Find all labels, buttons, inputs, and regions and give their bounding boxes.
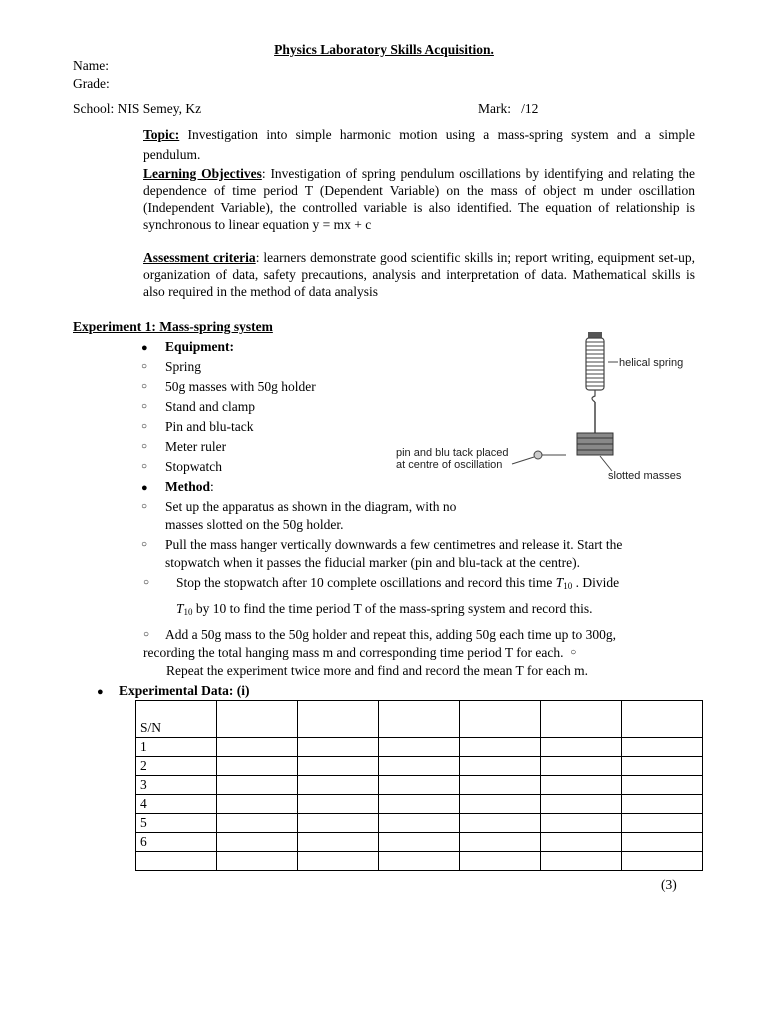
helical-spring-icon bbox=[586, 338, 604, 390]
circle-bullet-icon: ○ bbox=[141, 539, 148, 550]
data-cell[interactable] bbox=[460, 757, 541, 776]
data-heading-text: Experimental Data: (i) bbox=[119, 683, 250, 698]
header-cell[interactable] bbox=[541, 701, 622, 738]
method-text: Stop the stopwatch after 10 complete oscillations and record this time bbox=[176, 575, 556, 590]
topic-paragraph bbox=[143, 125, 695, 165]
row-number: 6 bbox=[136, 833, 217, 852]
objectives-text: : Investigation of spring pendulum oscillations by identifying and relating the dependence of time period T (Dependent Variable) on the mass of object m under oscillation (Independent Variable), the controlled variable is also identified. The equation of relationship is synchronous to linear equation y = mx + c bbox=[143, 166, 695, 232]
label-pin-line-2: at centre of oscillation bbox=[396, 459, 503, 471]
method-text: Repeat the experiment twice more and find and record the mean T for each m. bbox=[166, 663, 588, 678]
slotted-masses-icon bbox=[577, 433, 613, 455]
data-cell[interactable] bbox=[622, 814, 703, 833]
data-cell[interactable] bbox=[217, 776, 298, 795]
circle-bullet-icon: ○ bbox=[141, 421, 148, 432]
data-cell[interactable] bbox=[541, 738, 622, 757]
data-cell[interactable] bbox=[541, 757, 622, 776]
equipment-item: Spring bbox=[165, 359, 202, 374]
page-title: Physics Laboratory Skills Acquisition. bbox=[274, 42, 494, 57]
method-text: masses slotted on the 50g holder. bbox=[165, 517, 344, 532]
list-item bbox=[141, 397, 255, 417]
data-cell[interactable] bbox=[622, 852, 703, 871]
data-cell[interactable] bbox=[460, 833, 541, 852]
data-cell[interactable] bbox=[541, 814, 622, 833]
objectives-paragraph bbox=[143, 165, 695, 233]
data-cell[interactable] bbox=[298, 852, 379, 871]
assessment-text: : learners demonstrate good scientific skills in; report writing, equipment set-up, organization of data, safety precautions, analysis and interpretation of data. Mathematical skills is also required in the method of data analysis bbox=[143, 250, 695, 299]
data-cell[interactable] bbox=[541, 795, 622, 814]
data-cell[interactable] bbox=[379, 776, 460, 795]
equipment-heading bbox=[141, 337, 234, 358]
data-cell[interactable] bbox=[379, 738, 460, 757]
equipment-item: Stopwatch bbox=[165, 459, 222, 474]
data-cell[interactable] bbox=[298, 814, 379, 833]
grade-label: Grade: bbox=[73, 76, 110, 91]
header-cell[interactable] bbox=[379, 701, 460, 738]
list-item bbox=[141, 417, 253, 437]
school-label: School: NIS Semey, Kz bbox=[73, 101, 202, 116]
table-row bbox=[136, 795, 703, 814]
circle-bullet-icon: ○ bbox=[143, 577, 150, 588]
list-item bbox=[141, 457, 222, 477]
method-step-3 bbox=[143, 573, 619, 596]
name-label: Name: bbox=[73, 58, 109, 73]
method-text: Pull the mass hanger vertically downwards a few centimetres and release it. Start the bbox=[165, 537, 623, 552]
bullet-icon: ● bbox=[141, 342, 148, 354]
time-subscript: 10 bbox=[563, 581, 573, 591]
data-cell[interactable] bbox=[217, 738, 298, 757]
header-cell[interactable] bbox=[217, 701, 298, 738]
method-text bbox=[143, 643, 576, 663]
data-heading bbox=[97, 681, 249, 702]
header-cell: S/N bbox=[136, 701, 217, 738]
data-cell[interactable] bbox=[379, 852, 460, 871]
table-row bbox=[136, 738, 703, 757]
label-pin-line-1: pin and blu tack placed bbox=[396, 447, 509, 459]
list-item bbox=[141, 357, 201, 377]
method-text: by 10 to find the time period T of the mass-spring system and record this. bbox=[192, 601, 593, 616]
data-cell[interactable] bbox=[541, 833, 622, 852]
data-cell[interactable] bbox=[298, 757, 379, 776]
data-cell[interactable] bbox=[460, 795, 541, 814]
topic-text: Investigation into simple harmonic motion using a mass-spring system and a simple pendulum. bbox=[143, 127, 695, 162]
circle-bullet-icon: ○ bbox=[141, 401, 148, 412]
time-subscript: 10 bbox=[183, 607, 193, 617]
circle-bullet-icon: ○ bbox=[141, 501, 148, 512]
data-cell[interactable] bbox=[298, 833, 379, 852]
experiment-title-text: Experiment 1: Mass-spring system bbox=[73, 319, 273, 334]
time-symbol: T bbox=[555, 575, 564, 590]
table-header-row bbox=[136, 701, 703, 738]
objectives-label: Learning Objectives bbox=[143, 166, 262, 181]
row-number: 5 bbox=[136, 814, 217, 833]
data-cell[interactable] bbox=[379, 795, 460, 814]
circle-bullet-icon: ○ bbox=[141, 461, 148, 472]
experiment-title bbox=[73, 317, 273, 337]
bullet-icon: ● bbox=[141, 482, 148, 494]
assessment-label: Assessment criteria bbox=[143, 250, 256, 265]
label-helical-spring: helical spring bbox=[619, 357, 684, 369]
data-cell[interactable] bbox=[217, 833, 298, 852]
method-step-1 bbox=[141, 497, 456, 517]
data-cell[interactable] bbox=[379, 814, 460, 833]
circle-bullet-icon: ○ bbox=[141, 361, 148, 372]
assessment-paragraph bbox=[143, 249, 695, 300]
mark-total: /12 bbox=[521, 101, 539, 116]
data-cell[interactable] bbox=[622, 738, 703, 757]
circle-bullet-icon: ○ bbox=[570, 647, 577, 658]
data-cell[interactable] bbox=[217, 795, 298, 814]
data-cell[interactable] bbox=[541, 852, 622, 871]
equipment-heading-text: Equipment: bbox=[165, 339, 235, 354]
method-step-2 bbox=[141, 535, 622, 555]
circle-bullet-icon: ○ bbox=[143, 629, 150, 640]
data-cell[interactable] bbox=[379, 833, 460, 852]
data-cell[interactable] bbox=[298, 738, 379, 757]
method-text bbox=[176, 599, 592, 622]
header-cell[interactable] bbox=[622, 701, 703, 738]
method-heading-text: Method bbox=[165, 479, 210, 494]
list-item bbox=[141, 437, 226, 457]
data-cell[interactable] bbox=[217, 757, 298, 776]
method-heading bbox=[141, 477, 214, 498]
data-table bbox=[135, 700, 703, 871]
method-colon: : bbox=[210, 479, 214, 494]
equipment-item: 50g masses with 50g holder bbox=[165, 379, 316, 394]
equipment-item: Pin and blu-tack bbox=[165, 419, 254, 434]
data-cell[interactable] bbox=[541, 776, 622, 795]
equipment-item: Meter ruler bbox=[165, 439, 227, 454]
table-row bbox=[136, 833, 703, 852]
data-cell[interactable] bbox=[460, 852, 541, 871]
method-text: recording the total hanging mass m and corresponding time period T for each. bbox=[143, 645, 564, 660]
bullet-icon: ● bbox=[97, 686, 104, 698]
data-cell[interactable] bbox=[217, 814, 298, 833]
data-cell[interactable] bbox=[622, 795, 703, 814]
method-text: Set up the apparatus as shown in the diagram, with no bbox=[165, 499, 457, 514]
apparatus-diagram bbox=[390, 328, 700, 488]
data-cell[interactable] bbox=[622, 757, 703, 776]
row-number: 4 bbox=[136, 795, 217, 814]
clamp-icon bbox=[588, 332, 602, 338]
method-text: Add a 50g mass to the 50g holder and repeat this, adding 50g each time up to 300g, bbox=[165, 627, 617, 642]
table-row bbox=[136, 776, 703, 795]
method-step-4 bbox=[143, 625, 616, 645]
marks-label: (3) bbox=[661, 877, 677, 892]
table-row bbox=[136, 814, 703, 833]
mark-label: Mark: bbox=[478, 101, 511, 116]
row-number: 1 bbox=[136, 738, 217, 757]
row-number bbox=[136, 852, 217, 871]
method-text: stopwatch when it passes the fiducial marker (pin and blu-tack at the centre). bbox=[165, 555, 580, 570]
circle-bullet-icon: ○ bbox=[141, 381, 148, 392]
data-cell[interactable] bbox=[460, 814, 541, 833]
mark-field bbox=[478, 99, 538, 119]
data-cell[interactable] bbox=[217, 852, 298, 871]
data-cell[interactable] bbox=[298, 776, 379, 795]
row-number: 3 bbox=[136, 776, 217, 795]
time-symbol: T bbox=[176, 601, 184, 616]
header-cell[interactable] bbox=[298, 701, 379, 738]
data-cell[interactable] bbox=[460, 776, 541, 795]
header-cell[interactable] bbox=[460, 701, 541, 738]
list-item bbox=[141, 377, 316, 397]
table-row bbox=[136, 757, 703, 776]
method-text: . Divide bbox=[572, 575, 620, 590]
table-row bbox=[136, 852, 703, 871]
row-number: 2 bbox=[136, 757, 217, 776]
label-slotted-masses: slotted masses bbox=[608, 470, 682, 482]
data-cell[interactable] bbox=[298, 795, 379, 814]
circle-bullet-icon: ○ bbox=[141, 441, 148, 452]
data-cell[interactable] bbox=[622, 776, 703, 795]
data-cell[interactable] bbox=[460, 738, 541, 757]
equipment-item: Stand and clamp bbox=[165, 399, 255, 414]
data-cell[interactable] bbox=[622, 833, 703, 852]
data-cell[interactable] bbox=[379, 757, 460, 776]
blu-tack-icon bbox=[534, 451, 542, 459]
topic-label: Topic: bbox=[143, 127, 180, 142]
